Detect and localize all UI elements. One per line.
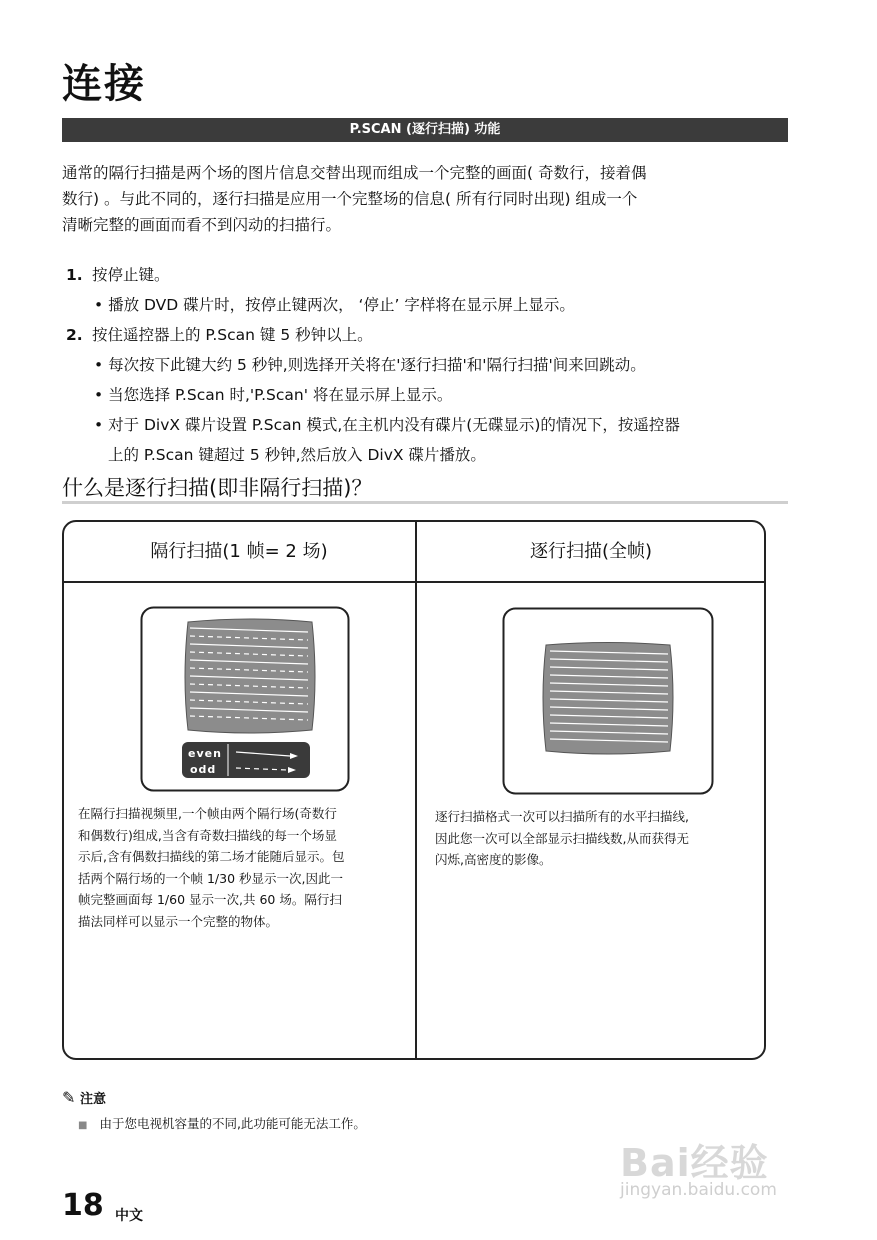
note-heading (62, 1088, 106, 1107)
desc-line: 在隔行扫描视频里,一个帧由两个隔行场(奇数行 (78, 806, 337, 821)
note-title-text: 注意 (79, 1092, 106, 1107)
interlaced-scan-illustration (140, 606, 350, 792)
intro-line: 数行) 。与此不同的，逐行扫描是应用一个完整场的信息( 所有行同时出现) 组成一个 (62, 190, 638, 208)
watermark-logo: Bai经验 (620, 1141, 769, 1185)
intro-line: 清晰完整的画面而看不到闪动的扫描行。 (62, 216, 342, 234)
column-divider (415, 520, 417, 1060)
desc-line: 因此您一次可以全部显示扫描线数,从而获得无 (435, 830, 689, 846)
step-bullet: • 当您选择 P.Scan 时,'P.Scan' 将在显示屏上显示。 (94, 386, 453, 404)
pencil-icon: ✎ (62, 1088, 76, 1107)
watermark-url: jingyan.baidu.com (620, 1180, 777, 1200)
question-heading: 什么是逐行扫描(即非隔行扫描)？ (62, 476, 373, 500)
step-1 (66, 260, 786, 290)
desc-line: 和偶数行)组成,当含有奇数扫描线的每一个场显 (78, 827, 337, 843)
step-bullet-continued: 上的 P.Scan 键超过 5 秒钟,然后放入 DivX 碟片播放。 (108, 446, 486, 464)
section-header-bar: P.SCAN (逐行扫描) 功能 (62, 118, 788, 142)
step-bullet: • 播放 DVD 碟片时，按停止键两次， ‘停止’ 字样将在显示屏上显示。 (94, 296, 575, 314)
intro-paragraph (62, 160, 777, 238)
desc-line: 逐行扫描格式一次可以扫描所有的水平扫描线, (435, 809, 689, 824)
legend-odd-label: odd (190, 763, 217, 776)
legend-even-label: even (188, 747, 222, 760)
page-number: 18 (62, 1188, 104, 1223)
heading-underline (62, 501, 788, 504)
progressive-description (435, 806, 755, 871)
step-2 (66, 320, 786, 350)
desc-line: 括两个隔行场的一个帧 1/30 秒显示一次,因此一 (78, 870, 343, 886)
desc-line: 帧完整画面每 1/60 显示一次,共 60 场。隔行扫 (78, 892, 342, 907)
steps-list (66, 260, 786, 470)
progressive-title: 逐行扫描(全帧) (529, 541, 653, 562)
desc-line: 闪烁,高密度的影像。 (435, 852, 552, 867)
interlaced-title: 隔行扫描(1 帧= 2 场) (150, 541, 328, 562)
step-number: 1. (66, 266, 83, 284)
note-text: 由于您电视机容量的不同,此功能可能无法工作。 (99, 1116, 366, 1131)
interlaced-description (78, 803, 408, 932)
intro-line: 通常的隔行扫描是两个场的图片信息交替出现而组成一个完整的画面( 奇数行，接着偶 (62, 164, 647, 182)
step-text: 按住遥控器上的 P.Scan 键 5 秒钟以上。 (92, 326, 373, 344)
desc-line: 示后,含有偶数扫描线的第二场才能随后显示。包 (78, 849, 345, 864)
page-title: 连接 (62, 61, 146, 107)
desc-line: 描法同样可以显示一个完整的物体。 (78, 913, 279, 929)
step-bullet: • 对于 DivX 碟片设置 P.Scan 模式,在主机内没有碟片(无碟显示)的情况下，按遥控器 (94, 416, 680, 434)
progressive-scan-illustration (502, 607, 714, 795)
page-language: 中文 (115, 1208, 143, 1224)
step-text: 按停止键。 (92, 266, 170, 284)
square-bullet-icon: ■ (78, 1120, 88, 1131)
step-number: 2. (66, 326, 83, 344)
step-bullet: • 每次按下此键大约 5 秒钟,则选择开关将在'逐行扫描'和'隔行扫描'间来回跳动。 (94, 356, 646, 374)
header-divider (62, 581, 766, 583)
note-item (78, 1114, 366, 1132)
